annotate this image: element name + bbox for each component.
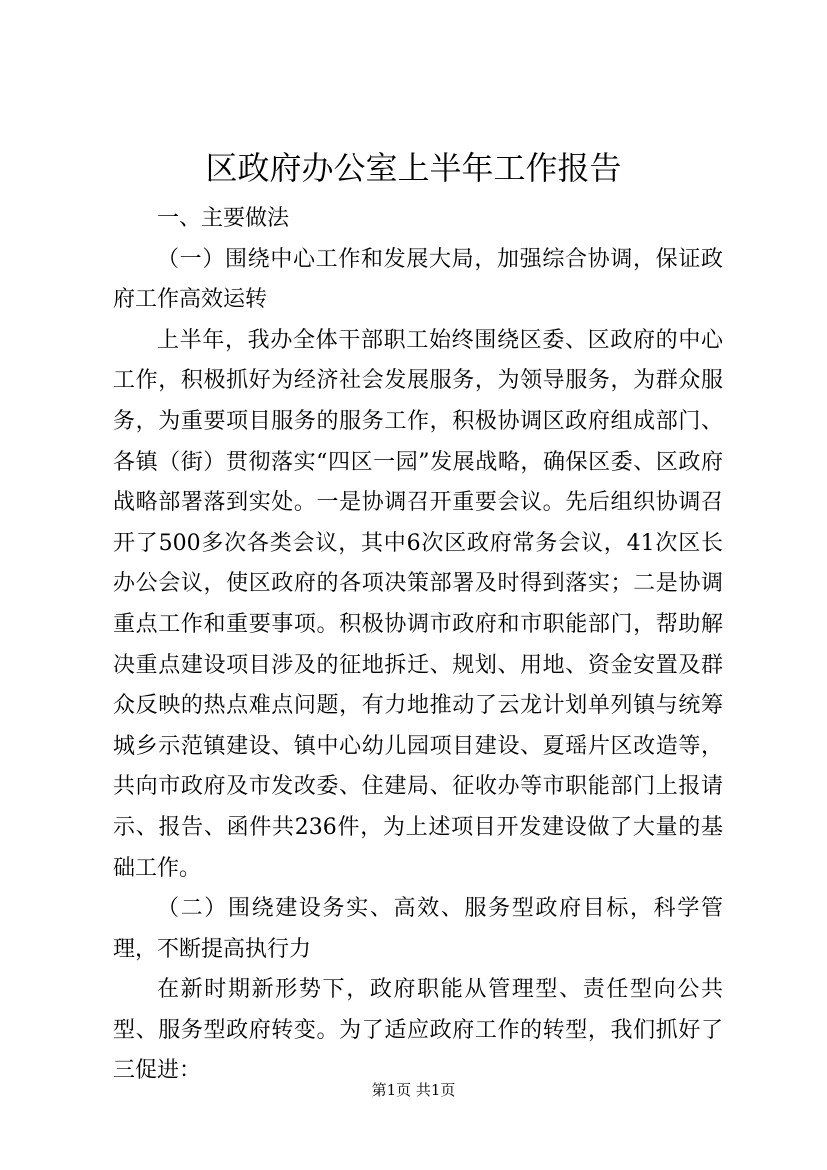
section-heading: 一、主要做法 bbox=[157, 206, 290, 231]
page-footer: 第1页 共1页 bbox=[371, 1081, 456, 1099]
document-title: 区政府办公室上半年工作报告 bbox=[205, 149, 622, 187]
subsection-heading: （一）围绕中心工作和发展大局，加强综合协调，保证政府工作高效运转 bbox=[113, 246, 723, 313]
subsection-heading: （二）围绕建设务实、高效、服务型政府目标，科学管理，不断提高执行力 bbox=[113, 896, 723, 962]
body-paragraph: 在新时期新形势下，政府职能从管理型、责任型向公共型、服务型政府转变。为了适应政府工作的转型，我们抓好了三促进： bbox=[113, 977, 723, 1084]
document-body bbox=[113, 199, 723, 1092]
body-paragraph: 上半年，我办全体干部职工始终围绕区委、区政府的中心工作，积极抓好为经济社会发展服务，为领导服务，为群众服务，为重要项目服务的服务工作，积极协调区政府组成部门、各镇（街）贯彻落实“四区一园”发展战略，确保区委、区政府战略部署落到实处。一是协调召开重要会议。先后组织协调召开了500多次各类会议，其中6次区政府常务会议，41次区长办公会议，使区政府的各项决策部署及时得到落实；二是协调重点工作和重要事项。积极协调市政府和市职能部门，帮助解决重点建设项目涉及的征地拆迁、规划、用地、资金安置及群众反映的热点难点问题，有力地推动了云龙计划单列镇与统筹城乡示范镇建设、镇中心幼儿园项目建设、夏瑶片区改造等，共向市政府及市发改委、住建局、征收办等市职能部门上报请示、报告、函件共236件，为上述项目开发建设做了大量的基础工作。 bbox=[113, 327, 723, 881]
